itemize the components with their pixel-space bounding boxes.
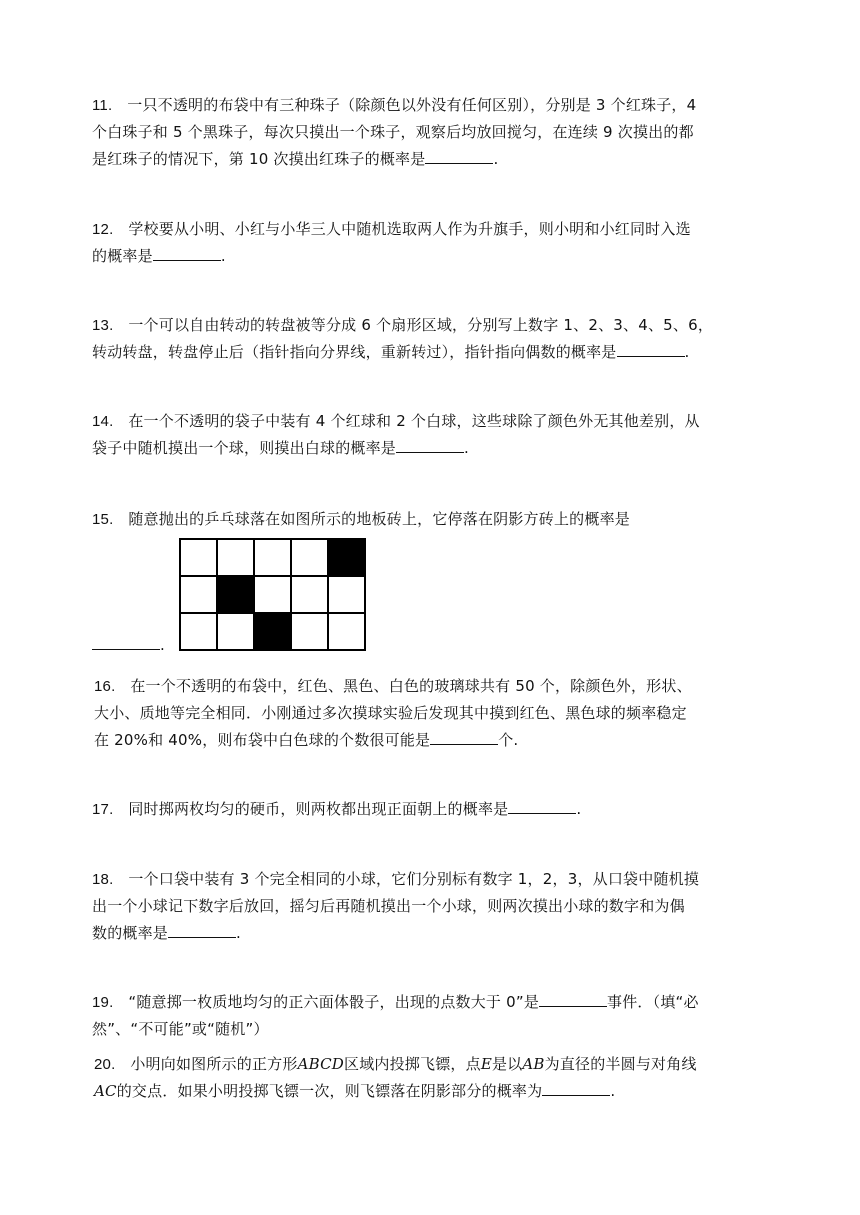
question-text-line: 同时掷两枚均匀的硬币，则两枚都出现正面朝上的概率是 <box>128 800 509 818</box>
floor-tile <box>181 540 218 577</box>
floor-tile <box>255 577 292 614</box>
question-number: 14. <box>92 413 114 430</box>
floor-tile <box>329 577 366 614</box>
question-number: 16. <box>94 678 116 695</box>
answer-blank[interactable] <box>617 342 685 357</box>
question-text-line: 的概率是 <box>92 247 153 265</box>
question-end: . <box>493 150 499 168</box>
question-text-line: 在 20%和 40%，则布袋中白色球的个数很可能是 <box>94 731 431 749</box>
question-text-line: 一只不透明的布袋中有三种珠子（除颜色以外没有任何区别），分别是 3 个红珠子，4 <box>127 96 697 114</box>
question-text-line: 随意抛出的乒乓球落在如图所示的地板砖上，它停落在阴影方砖上的概率是 <box>128 510 630 528</box>
question-number: 17. <box>92 801 114 818</box>
question-number: 20. <box>94 1056 116 1073</box>
question-end: 个. <box>498 731 519 749</box>
answer-blank[interactable] <box>539 992 607 1007</box>
question-text-line: 在一个不透明的袋子中装有 4 个红球和 2 个白球，这些球除了颜色外无其他差别，从 <box>128 412 700 430</box>
question-number: 11. <box>92 97 113 114</box>
math-symbol: AC <box>94 1082 117 1100</box>
question-text-line: 一个口袋中装有 3 个完全相同的小球，它们分别标有数字 1，2，3，从口袋中随机摸 <box>128 870 700 888</box>
question-text-line: 大小、质地等完全相同．小刚通过多次摸球实验后发现其中摸到红色、黑色球的频率稳定 <box>94 704 687 722</box>
question-text-line: 转动转盘，转盘停止后（指针指向分界线，重新转过），指针指向偶数的概率是 <box>92 343 617 361</box>
floor-tile <box>329 614 366 651</box>
question-end: . <box>576 800 582 818</box>
question-text-line: 在一个不透明的布袋中，红色、黑色、白色的玻璃球共有 50 个，除颜色外，形状、 <box>130 677 692 695</box>
question-end: . <box>684 343 690 361</box>
floor-tile <box>255 540 292 577</box>
shaded-tile <box>329 540 366 577</box>
question-20 <box>94 1051 774 1105</box>
answer-blank[interactable] <box>153 246 221 261</box>
floor-tile <box>292 614 329 651</box>
question-number: 15. <box>92 511 114 528</box>
question-text-line: 出一个小球记下数字后放回，摇匀后再随机摸出一个小球，则两次摸出小球的数字和为偶 <box>92 897 685 915</box>
question-text-line: 一个可以自由转动的转盘被等分成 6 个扇形区域，分别写上数字 1、2、3、4、5、6， <box>128 316 714 334</box>
answer-blank[interactable] <box>396 438 464 453</box>
floor-tile <box>218 614 255 651</box>
answer-blank[interactable] <box>425 149 493 164</box>
question-13 <box>92 312 772 366</box>
question-text-line: 数的概率是 <box>92 924 169 942</box>
answer-blank[interactable] <box>542 1081 610 1096</box>
question-17 <box>92 796 772 823</box>
question-number: 19. <box>92 994 114 1011</box>
question-text: 是以 <box>491 1055 523 1073</box>
floor-tile <box>292 540 329 577</box>
question-number: 18. <box>92 871 114 888</box>
floor-tile <box>292 577 329 614</box>
question-number: 12. <box>92 221 114 238</box>
question-text-line: 个白珠子和 5 个黑珠子，每次只摸出一个珠子，观察后均放回搅匀，在连续 9 次摸出的都 <box>92 123 694 141</box>
question-text-line: 事件．（填“必 <box>607 993 699 1011</box>
question-14 <box>92 408 772 462</box>
math-symbol: AB <box>522 1055 545 1073</box>
answer-blank[interactable] <box>430 730 498 745</box>
answer-blank[interactable] <box>168 923 236 938</box>
question-text: 为直径的半圆与对角线 <box>544 1055 697 1073</box>
question-12 <box>92 216 772 270</box>
question-text: 的交点．如果小明投掷飞镖一次，则飞镖落在阴影部分的概率为 <box>116 1082 543 1100</box>
question-text: 小明向如图所示的正方形 <box>130 1055 298 1073</box>
question-15-answer <box>92 632 212 659</box>
question-text-line: 袋子中随机摸出一个球，则摸出白球的概率是 <box>92 439 397 457</box>
floor-tile <box>218 540 255 577</box>
question-text-line: 学校要从小明、小红与小华三人中随机选取两人作为升旗手，则小明和小红同时入选 <box>128 220 691 238</box>
question-end: . <box>160 636 165 654</box>
math-symbol: E <box>480 1055 492 1073</box>
question-text-line: “随意掷一枚质地均匀的正六面体骰子，出现的点数大于 0”是 <box>128 993 540 1011</box>
answer-blank[interactable] <box>508 799 576 814</box>
question-number: 13. <box>92 317 114 334</box>
question-19 <box>92 989 772 1043</box>
question-end: . <box>220 247 226 265</box>
question-text: 区域内投掷飞镖，点 <box>344 1055 481 1073</box>
question-end: . <box>464 439 469 457</box>
floor-tile <box>181 577 218 614</box>
question-16 <box>94 673 774 754</box>
shaded-tile <box>218 577 255 614</box>
math-symbol: ABCD <box>297 1055 344 1073</box>
shaded-tile <box>255 614 292 651</box>
answer-blank[interactable] <box>92 635 160 650</box>
question-15 <box>92 506 772 533</box>
question-text-line: 是红珠子的情况下，第 10 次摸出红珠子的概率是 <box>92 150 426 168</box>
question-end: . <box>236 924 241 942</box>
question-18 <box>92 866 772 947</box>
question-end: . <box>610 1082 616 1100</box>
question-11 <box>92 92 772 173</box>
question-text-line: 然”、“不可能”或“随机”） <box>92 1020 269 1038</box>
